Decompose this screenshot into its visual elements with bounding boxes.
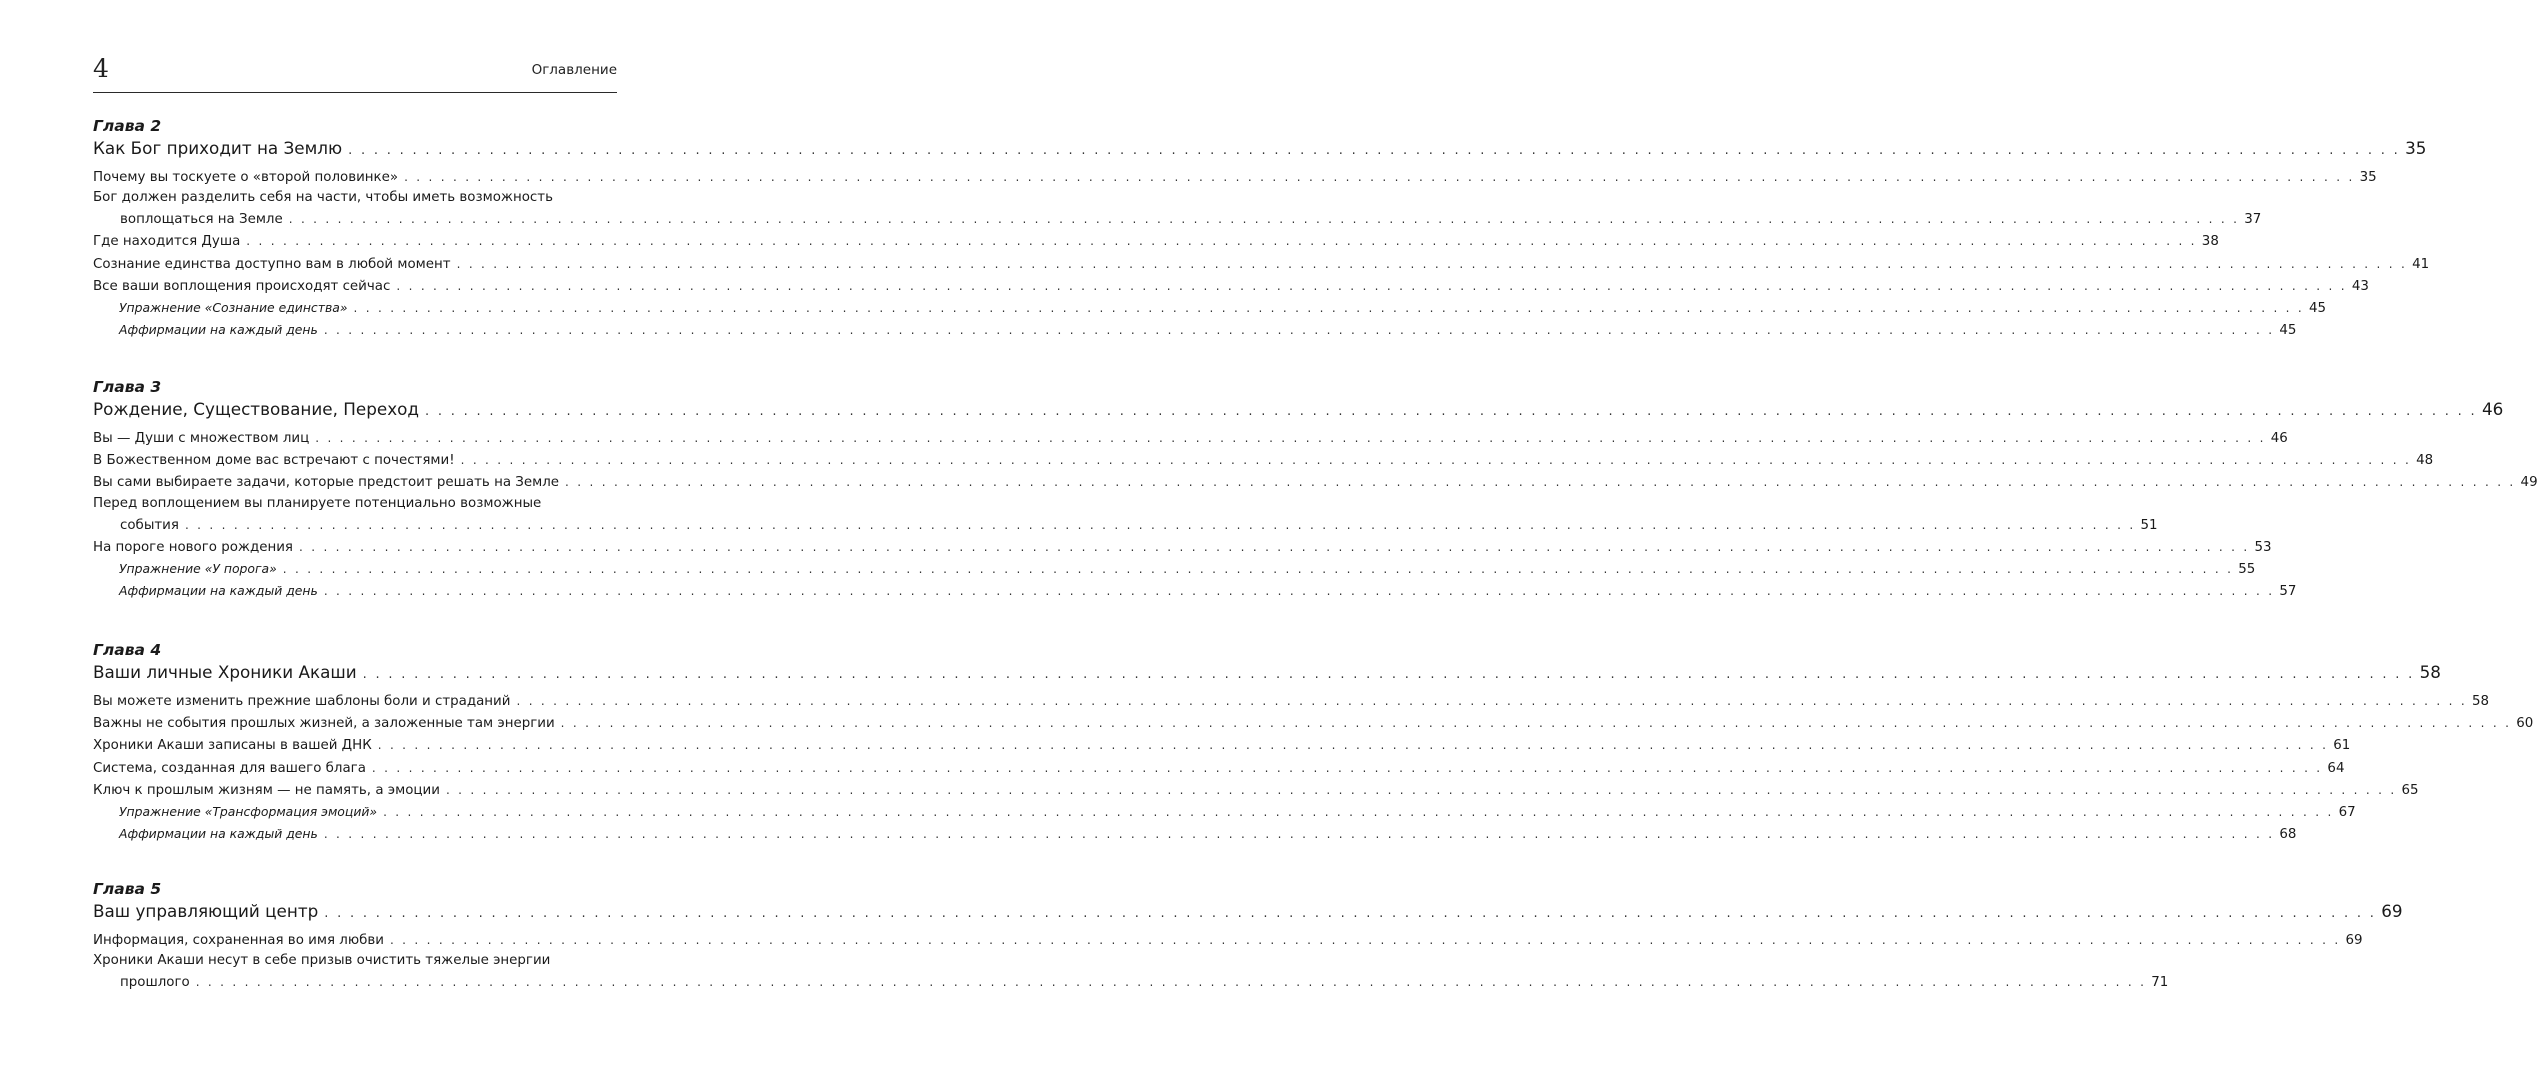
entry-text: Ключ к прошлым жизням — не память, а эмоции [93,782,440,798]
page-ref: 58 [2419,662,2441,682]
toc-entry[interactable] [93,427,2288,449]
page-ref: 51 [2140,517,2158,533]
toc-entry[interactable] [93,449,2434,471]
toc-entry[interactable] [93,712,2534,734]
chapter-block [93,640,2534,845]
toc-subentry[interactable] [93,319,2297,341]
page-ref: 53 [2254,539,2272,555]
toc-entry[interactable] [93,253,2430,275]
entry-text: Вы — Души с множеством лиц [93,431,310,446]
page-ref: 64 [2327,760,2345,776]
page-ref: 46 [2270,431,2288,446]
dot-leader: . . . . . . . . . . . . . . . . . . . . . . . . . . . . . . . . . . . . . . . . . . . . . . . . . . . . . . . . . . . . . . . . . . . . . . . . . . . . . . . . . . . . . . . . . . . . . . . . . . . . . . . . . . . . . . . . . . . . . . . . . . . . . . . . . . . . . . . . . . . . . . . . . . . . . . . . . . . . . . . . [445,782,2397,797]
entry-text: Бог должен разделить себя на части, чтобы иметь возможность [93,190,553,206]
dot-leader: . . . . . . . . . . . . . . . . . . . . . . . . . . . . . . . . . . . . . . . . . . . . . . . . . . . . . . . . . . . . . . . . . . . . . . . . . . . . . . . . . . . . . . . . . . . . . . . . . . . . . . . . . . . . . . . . . . . . . . . . . . . . . . . . . . . . . . . . . . . . . . . . . . . . . . . . . . . . . . . . [282,561,2234,576]
entry-text: Аффирмации на каждый день [119,826,318,842]
dot-leader: . . . . . . . . . . . . . . . . . . . . . . . . . . . . . . . . . . . . . . . . . . . . . . . . . . . . . . . . . . . . . . . . . . . . . . . . . . . . . . . . . . . . . . . . . . . . . . . . . . . . . . . . . . . . . . . . . . . . . . . . . . . . . . . . . . . . . . . . . . . . . . . . . . . . . . . . . . . . . . . . [560,716,2512,731]
entry-text: события [120,517,179,533]
page-ref: 35 [2405,138,2427,158]
toc-entry[interactable] [93,275,2369,297]
page-ref: 45 [2309,300,2327,316]
chapter-title[interactable] [93,397,2504,421]
page-ref: 48 [2416,453,2434,469]
entry-text: Упражнение «У порога» [119,560,277,576]
toc-entry[interactable] [93,230,2219,252]
dot-leader: . . . . . . . . . . . . . . . . . . . . . . . . . . . . . . . . . . . . . . . . . . . . . . . . . . . . . . . . . . . . . . . . . . . . . . . . . . . . . . . . . . . . . . . . . . . . . . . . . . . . . . . . . . . . . . . . . . . . . . . . . . . . . . . . . . . . . . . . . . . . . . . . . . . . . . . . . . . . . . . . [315,431,2266,445]
dot-leader: . . . . . . . . . . . . . . . . . . . . . . . . . . . . . . . . . . . . . . . . . . . . . . . . . . . . . . . . . . . . . . . . . . . . . . . . . . . . . . . . . . . . . . . . . . . . . . . . . . . . . . . . . . . . . . . . . . . . . . . . . . . . . . . . . . . . . . . . . . . . . . . . . . . . . . . . . . . . . . . . [425,404,2477,419]
page-ref: 38 [2201,234,2219,250]
chapter-block [93,879,2403,993]
page-ref: 68 [2279,827,2297,843]
page-ref: 35 [2359,170,2377,185]
running-title: Оглавление [531,62,617,78]
page-ref: 37 [2244,212,2262,228]
entry-text: Хроники Акаши записаны в вашей ДНК [93,738,372,754]
dot-leader: . . . . . . . . . . . . . . . . . . . . . . . . . . . . . . . . . . . . . . . . . . . . . . . . . . . . . . . . . . . . . . . . . . . . . . . . . . . . . . . . . . . . . . . . . . . . . . . . . . . . . . . . . . . . . . . . . . . . . . . . . . . . . . . . . . . . . . . . . . . . . . . . . . . . . . . . . . . . . . . . [516,694,2467,708]
dot-leader: . . . . . . . . . . . . . . . . . . . . . . . . . . . . . . . . . . . . . . . . . . . . . . . . . . . . . . . . . . . . . . . . . . . . . . . . . . . . . . . . . . . . . . . . . . . . . . . . . . . . . . . . . . . . . . . . . . . . . . . . . . . . . . . . . . . . . . . . . . . . . . . . . . . . . . . . . . . . . . . . [195,975,2147,990]
toc-entry[interactable] [93,536,2272,558]
toc-entry[interactable] [93,494,2158,536]
entry-text: Аффирмации на каждый день [119,583,318,599]
toc-entry[interactable] [93,779,2419,801]
entry-text: прошлого [120,975,190,991]
dot-leader: . . . . . . . . . . . . . . . . . . . . . . . . . . . . . . . . . . . . . . . . . . . . . . . . . . . . . . . . . . . . . . . . . . . . . . . . . . . . . . . . . . . . . . . . . . . . . . . . . . . . . . . . . . . . . . . . . . . . . . . . . . . . . . . . . . . . . . . . . . . . . . . . . . . . . . . . . . . . . . . . [323,827,2275,842]
page-ref: 49 [2520,475,2538,491]
chapter-label: Глава 5 [93,880,162,898]
toc-subentry[interactable] [93,823,2297,845]
entry-text: Система, созданная для вашего блага [93,760,366,776]
dot-leader: . . . . . . . . . . . . . . . . . . . . . . . . . . . . . . . . . . . . . . . . . . . . . . . . . . . . . . . . . . . . . . . . . . . . . . . . . . . . . . . . . . . . . . . . . . . . . . . . . . . . . . . . . . . . . . . . . . . . . . . . . . . . . . . . . . . . . . . . . . . . . . . . . . . . . . . . . . . . . . . . [353,300,2305,315]
page-ref: 45 [2279,323,2297,339]
toc-entry[interactable] [93,471,2538,493]
toc-page [93,0,2538,1089]
toc-entry[interactable] [93,166,2377,188]
chapter-label: Глава 2 [93,117,162,135]
entry-text: Вы можете изменить прежние шаблоны боли и страданий [93,694,511,709]
dot-leader: . . . . . . . . . . . . . . . . . . . . . . . . . . . . . . . . . . . . . . . . . . . . . . . . . . . . . . . . . . . . . . . . . . . . . . . . . . . . . . . . . . . . . . . . . . . . . . . . . . . . . . . . . . . . . . . . . . . . . . . . . . . . . . . . . . . . . . . . . . . . . . . . . . . . . . . . . . . . . . . . [362,667,2415,682]
dot-leader: . . . . . . . . . . . . . . . . . . . . . . . . . . . . . . . . . . . . . . . . . . . . . . . . . . . . . . . . . . . . . . . . . . . . . . . . . . . . . . . . . . . . . . . . . . . . . . . . . . . . . . . . . . . . . . . . . . . . . . . . . . . . . . . . . . . . . . . . . . . . . . . . . . . . . . . . . . . . . . . . [323,584,2275,599]
entry-text: Перед воплощением вы планируете потенциально возможные [93,495,542,511]
entry-text: Где находится Душа [93,234,241,250]
chapter-label: Глава 3 [93,378,162,396]
chapter-block [93,377,2538,602]
entry-continuation [93,514,2158,536]
chapter-title[interactable] [93,136,2427,160]
dot-leader: . . . . . . . . . . . . . . . . . . . . . . . . . . . . . . . . . . . . . . . . . . . . . . . . . . . . . . . . . . . . . . . . . . . . . . . . . . . . . . . . . . . . . . . . . . . . . . . . . . . . . . . . . . . . . . . . . . . . . . . . . . . . . . . . . . . . . . . . . . . . . . . . . . . . . . . . . . . . . . . . [389,933,2341,947]
entry-text: Ваш управляющий центр [93,901,319,921]
page-header [93,52,617,93]
dot-leader: . . . . . . . . . . . . . . . . . . . . . . . . . . . . . . . . . . . . . . . . . . . . . . . . . . . . . . . . . . . . . . . . . . . . . . . . . . . . . . . . . . . . . . . . . . . . . . . . . . . . . . . . . . . . . . . . . . . . . . . . . . . . . . . . . . . . . . . . . . . . . . . . . . . . . . . . . . . . . . . . [404,170,2355,184]
toc-entry[interactable] [93,188,2262,230]
dot-leader: . . . . . . . . . . . . . . . . . . . . . . . . . . . . . . . . . . . . . . . . . . . . . . . . . . . . . . . . . . . . . . . . . . . . . . . . . . . . . . . . . . . . . . . . . . . . . . . . . . . . . . . . . . . . . . . . . . . . . . . . . . . . . . . . . . . . . . . . . . . . . . . . . . . . . . . . . . . . . . . . [460,453,2412,468]
entry-text: Вы сами выбираете задачи, которые предстоит решать на Земле [93,475,560,491]
entry-text: В Божественном доме вас встречают с почестями! [93,453,455,469]
page-ref: 61 [2333,738,2351,754]
entry-continuation [93,971,2169,993]
page-number: 4 [93,54,109,83]
dot-leader: . . . . . . . . . . . . . . . . . . . . . . . . . . . . . . . . . . . . . . . . . . . . . . . . . . . . . . . . . . . . . . . . . . . . . . . . . . . . . . . . . . . . . . . . . . . . . . . . . . . . . . . . . . . . . . . . . . . . . . . . . . . . . . . . . . . . . . . . . . . . . . . . . . . . . . . . . . . . . . . . [184,517,2136,532]
entry-text: Важны не события прошлых жизней, а заложенные там энергии [93,716,555,732]
toc-subentry[interactable] [93,801,2356,823]
dot-leader: . . . . . . . . . . . . . . . . . . . . . . . . . . . . . . . . . . . . . . . . . . . . . . . . . . . . . . . . . . . . . . . . . . . . . . . . . . . . . . . . . . . . . . . . . . . . . . . . . . . . . . . . . . . . . . . . . . . . . . . . . . . . . . . . . . . . . . . . . . . . . . . . . . . . . . . . . . . . . . . . [323,323,2275,338]
dot-leader: . . . . . . . . . . . . . . . . . . . . . . . . . . . . . . . . . . . . . . . . . . . . . . . . . . . . . . . . . . . . . . . . . . . . . . . . . . . . . . . . . . . . . . . . . . . . . . . . . . . . . . . . . . . . . . . . . . . . . . . . . . . . . . . . . . . . . . . . . . . . . . . . . . . . . . . . . . . . . . . . [565,475,2516,490]
entry-continuation [93,208,2262,230]
dot-leader: . . . . . . . . . . . . . . . . . . . . . . . . . . . . . . . . . . . . . . . . . . . . . . . . . . . . . . . . . . . . . . . . . . . . . . . . . . . . . . . . . . . . . . . . . . . . . . . . . . . . . . . . . . . . . . . . . . . . . . . . . . . . . . . . . . . . . . . . . . . . . . . . . . . . . . . . . . . . . . . . [348,143,2401,158]
entry-text: Хроники Акаши несут в себе призыв очистить тяжелые энергии [93,953,551,969]
entry-text: На пороге нового рождения [93,539,293,555]
entry-text: Упражнение «Сознание единства» [119,299,348,315]
entry-text: Как Бог приходит на Землю [93,138,343,158]
page-ref: 43 [2351,278,2369,294]
entry-text: Упражнение «Трансформация эмоций» [119,803,378,819]
page-ref: 65 [2401,782,2419,798]
page-ref: 57 [2279,584,2297,600]
chapter-title[interactable] [93,899,2403,923]
toc-entry[interactable] [93,690,2490,712]
dot-leader: . . . . . . . . . . . . . . . . . . . . . . . . . . . . . . . . . . . . . . . . . . . . . . . . . . . . . . . . . . . . . . . . . . . . . . . . . . . . . . . . . . . . . . . . . . . . . . . . . . . . . . . . . . . . . . . . . . . . . . . . . . . . . . . . . . . . . . . . . . . . . . . . . . . . . . . . . . . . . . . . [298,539,2250,554]
entry-text: Рождение, Существование, Переход [93,399,420,419]
page-ref: 69 [2345,933,2363,948]
dot-leader: . . . . . . . . . . . . . . . . . . . . . . . . . . . . . . . . . . . . . . . . . . . . . . . . . . . . . . . . . . . . . . . . . . . . . . . . . . . . . . . . . . . . . . . . . . . . . . . . . . . . . . . . . . . . . . . . . . . . . . . . . . . . . . . . . . . . . . . . . . . . . . . . . . . . . . . . . . . . . . . . [324,906,2377,921]
entry-text: воплощаться на Земле [120,212,283,228]
entry-text: Информация, сохраненная во имя любви [93,933,384,948]
page-ref: 69 [2381,901,2403,921]
chapter-title[interactable] [93,660,2441,684]
chapter-block [93,116,2430,341]
dot-leader: . . . . . . . . . . . . . . . . . . . . . . . . . . . . . . . . . . . . . . . . . . . . . . . . . . . . . . . . . . . . . . . . . . . . . . . . . . . . . . . . . . . . . . . . . . . . . . . . . . . . . . . . . . . . . . . . . . . . . . . . . . . . . . . . . . . . . . . . . . . . . . . . . . . . . . . . . . . . . . . . [288,212,2240,227]
entry-text: Все ваши воплощения происходят сейчас [93,278,391,294]
entry-text: Ваши личные Хроники Акаши [93,662,357,682]
entry-text: Почему вы тоскуете о «второй половинке» [93,170,399,185]
page-ref: 41 [2412,256,2430,272]
page-ref: 67 [2338,804,2356,820]
toc-subentry[interactable] [93,558,2256,580]
toc-subentry[interactable] [93,297,2327,319]
page-ref: 55 [2238,561,2256,577]
page-ref: 58 [2471,694,2490,709]
page-ref: 60 [2516,716,2534,732]
dot-leader: . . . . . . . . . . . . . . . . . . . . . . . . . . . . . . . . . . . . . . . . . . . . . . . . . . . . . . . . . . . . . . . . . . . . . . . . . . . . . . . . . . . . . . . . . . . . . . . . . . . . . . . . . . . . . . . . . . . . . . . . . . . . . . . . . . . . . . . . . . . . . . . . . . . . . . . . . . . . . . . . [246,234,2197,249]
dot-leader: . . . . . . . . . . . . . . . . . . . . . . . . . . . . . . . . . . . . . . . . . . . . . . . . . . . . . . . . . . . . . . . . . . . . . . . . . . . . . . . . . . . . . . . . . . . . . . . . . . . . . . . . . . . . . . . . . . . . . . . . . . . . . . . . . . . . . . . . . . . . . . . . . . . . . . . . . . . . . . . . [456,256,2408,271]
toc-entry[interactable] [93,951,2169,993]
page-ref: 71 [2151,975,2169,991]
toc-entry[interactable] [93,734,2351,756]
entry-text: Сознание единства доступно вам в любой момент [93,256,451,272]
entry-text: Аффирмации на каждый день [119,322,318,338]
dot-leader: . . . . . . . . . . . . . . . . . . . . . . . . . . . . . . . . . . . . . . . . . . . . . . . . . . . . . . . . . . . . . . . . . . . . . . . . . . . . . . . . . . . . . . . . . . . . . . . . . . . . . . . . . . . . . . . . . . . . . . . . . . . . . . . . . . . . . . . . . . . . . . . . . . . . . . . . . . . . . . . . [371,760,2323,775]
page-ref: 46 [2481,399,2504,419]
chapter-label: Глава 4 [93,641,162,659]
toc-entry[interactable] [93,757,2345,779]
toc-entry[interactable] [93,929,2363,951]
dot-leader: . . . . . . . . . . . . . . . . . . . . . . . . . . . . . . . . . . . . . . . . . . . . . . . . . . . . . . . . . . . . . . . . . . . . . . . . . . . . . . . . . . . . . . . . . . . . . . . . . . . . . . . . . . . . . . . . . . . . . . . . . . . . . . . . . . . . . . . . . . . . . . . . . . . . . . . . . . . . . . . . [396,278,2347,293]
dot-leader: . . . . . . . . . . . . . . . . . . . . . . . . . . . . . . . . . . . . . . . . . . . . . . . . . . . . . . . . . . . . . . . . . . . . . . . . . . . . . . . . . . . . . . . . . . . . . . . . . . . . . . . . . . . . . . . . . . . . . . . . . . . . . . . . . . . . . . . . . . . . . . . . . . . . . . . . . . . . . . . . [383,804,2334,819]
dot-leader: . . . . . . . . . . . . . . . . . . . . . . . . . . . . . . . . . . . . . . . . . . . . . . . . . . . . . . . . . . . . . . . . . . . . . . . . . . . . . . . . . . . . . . . . . . . . . . . . . . . . . . . . . . . . . . . . . . . . . . . . . . . . . . . . . . . . . . . . . . . . . . . . . . . . . . . . . . . . . . . . [377,738,2329,753]
toc-subentry[interactable] [93,580,2297,602]
